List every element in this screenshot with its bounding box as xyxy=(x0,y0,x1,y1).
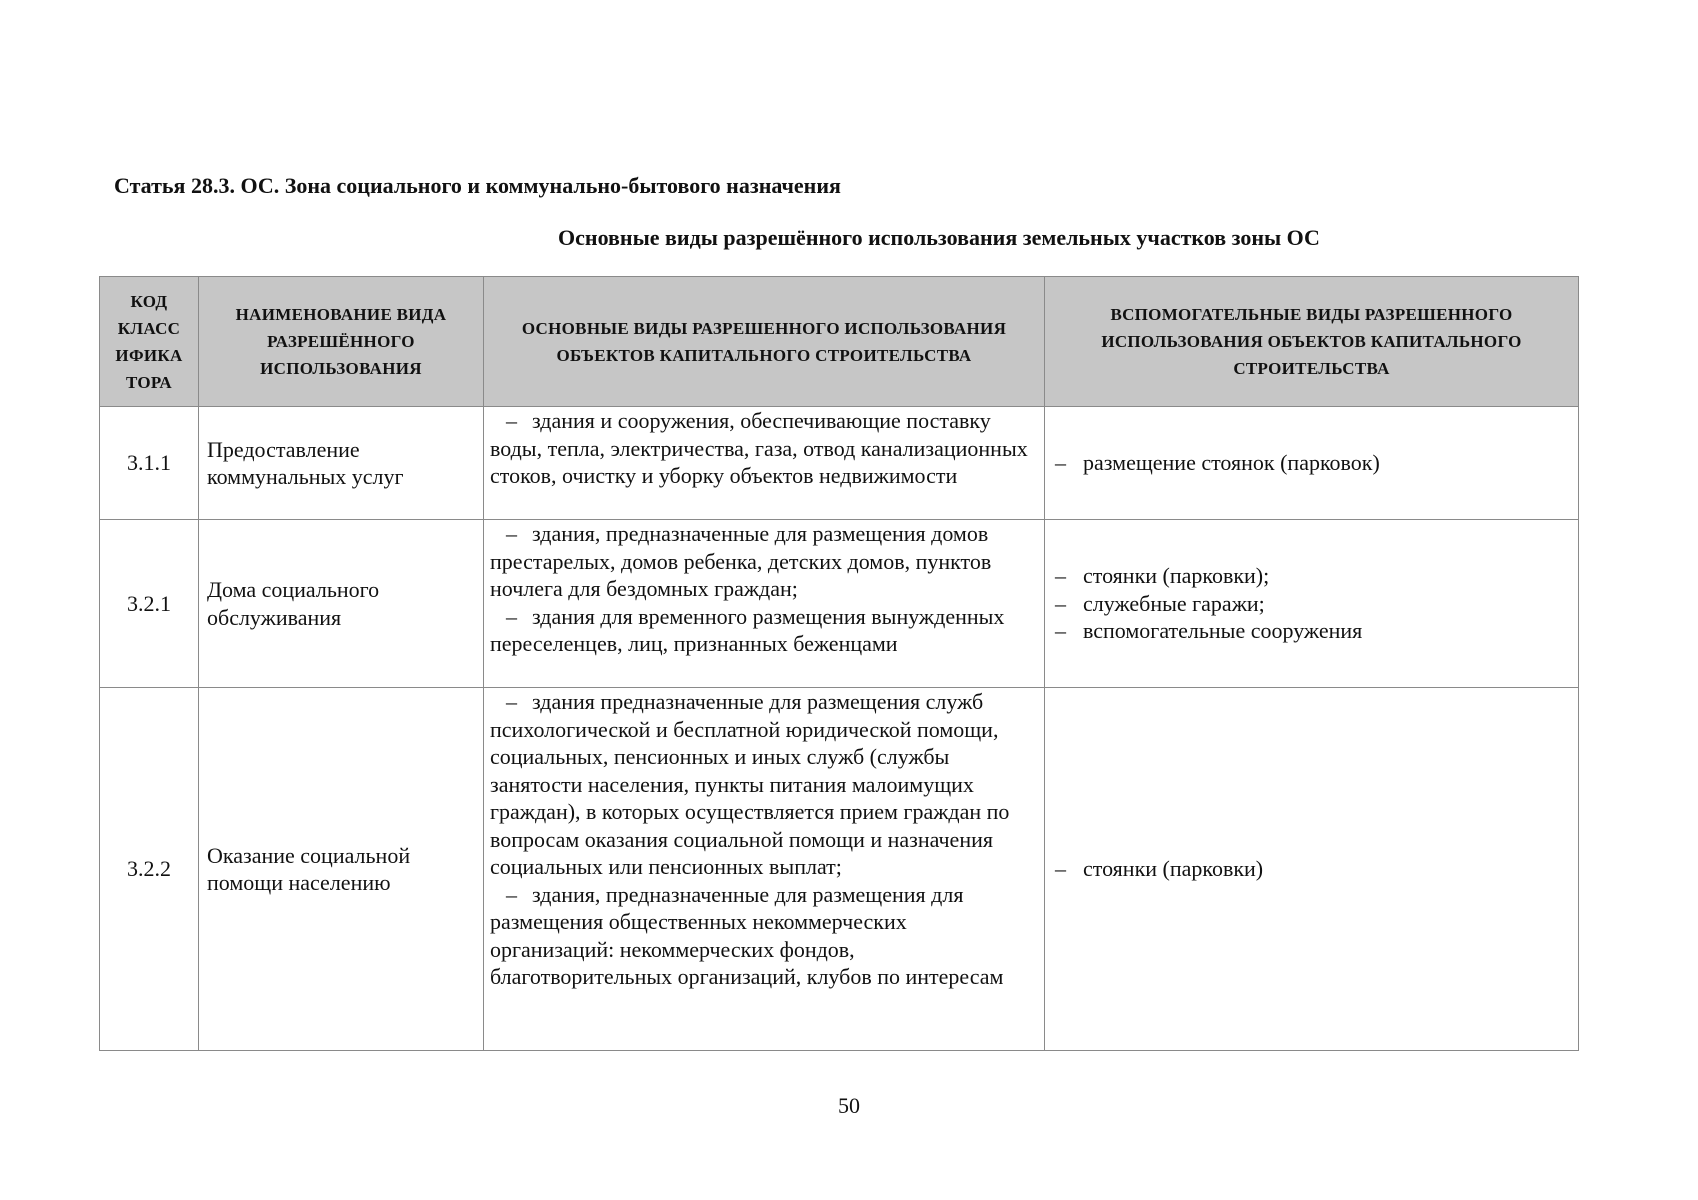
aux-uses-cell xyxy=(1045,520,1579,688)
header-main-line: ОБЪЕКТОВ КАПИТАЛЬНОГО СТРОИТЕЛЬСТВА xyxy=(556,345,972,365)
aux-use-text: размещение стоянок (парковок) xyxy=(1083,450,1380,476)
header-code-line: ТОРА xyxy=(125,372,173,392)
name-cell: Дома социального обслуживания xyxy=(199,520,484,688)
header-name-line: ИСПОЛЬЗОВАНИЯ xyxy=(260,359,422,378)
name-cell: Оказание социальной помощи населению xyxy=(199,688,484,1051)
header-aux-line: ИСПОЛЬЗОВАНИЯ ОБЪЕКТОВ КАПИТАЛЬНОГО xyxy=(1101,332,1522,351)
main-use-text: здания предназначенные для размещения служб психологической и бесплатной юридической помощи, социальных, пенсионных и иных служб (службы занятости населения, пункты питания малоимущих граждан), в которых осуществляется прием граждан по вопросам оказания социальной помощи и назначения социальных или пенсионных выплат; xyxy=(490,689,1010,879)
code-cell: 3.2.2 xyxy=(100,688,199,1051)
aux-use-item xyxy=(1055,449,1570,477)
aux-uses-cell xyxy=(1045,688,1579,1051)
dash-marker: – xyxy=(1055,590,1066,616)
header-code-line: ИФИКА xyxy=(115,345,183,365)
dash-marker: – xyxy=(506,603,517,629)
table-header-row xyxy=(100,277,1579,407)
aux-use-item xyxy=(1055,855,1570,883)
dash-marker: – xyxy=(506,521,517,546)
header-name xyxy=(199,277,484,407)
aux-use-item xyxy=(1055,617,1570,645)
main-uses-cell xyxy=(484,520,1045,688)
table-row xyxy=(100,688,1579,1051)
article-title: Статья 28.3. ОС. Зона социального и коммунально-бытового назначения xyxy=(114,173,841,198)
aux-use-text: стоянки (парковки) xyxy=(1083,856,1264,882)
header-aux-line: ВСПОМОГАТЕЛЬНЫЕ ВИДЫ РАЗРЕШЕННОГО xyxy=(1110,305,1513,324)
dash-marker: – xyxy=(506,408,517,433)
header-aux-uses xyxy=(1045,277,1579,407)
dash-marker: – xyxy=(506,881,517,907)
table-row xyxy=(100,407,1579,520)
code-cell: 3.2.1 xyxy=(100,520,199,688)
header-code xyxy=(100,277,199,407)
dash-marker: – xyxy=(1055,856,1066,882)
header-name-line: НАИМЕНОВАНИЕ ВИДА xyxy=(235,305,447,324)
aux-use-item xyxy=(1055,562,1570,590)
permitted-use-table xyxy=(99,276,1579,1051)
main-use-text: здания для временного размещения вынужденных переселенцев, лиц, признанных беженцами xyxy=(490,603,1005,656)
header-code-line: КЛАСС xyxy=(117,318,181,338)
main-use-item xyxy=(490,688,1036,881)
header-main-uses xyxy=(484,277,1045,407)
main-use-item xyxy=(490,520,1036,603)
main-use-item xyxy=(490,881,1036,991)
header-name-line: РАЗРЕШЁННОГО xyxy=(267,332,415,351)
main-uses-cell xyxy=(484,407,1045,520)
main-uses-cell xyxy=(484,688,1045,1051)
aux-use-text: вспомогательные сооружения xyxy=(1083,618,1363,644)
aux-uses-cell xyxy=(1045,407,1579,520)
main-use-item xyxy=(490,407,1036,490)
main-use-text: здания и сооружения, обеспечивающие поставку воды, тепла, электричества, газа, отвод канализационных стоков, очистку и уборку объектов недвижимости xyxy=(490,408,1028,488)
main-use-text: здания, предназначенные для размещения домов престарелых, домов ребенка, детских домов, пунктов ночлега для бездомных граждан; xyxy=(490,521,992,601)
header-aux-line: СТРОИТЕЛЬСТВА xyxy=(1233,359,1390,378)
table-row xyxy=(100,520,1579,688)
header-code-line: КОД xyxy=(130,291,168,311)
dash-marker: – xyxy=(1055,450,1066,476)
page-number: 50 xyxy=(838,1093,860,1118)
main-use-item xyxy=(490,603,1036,658)
code-cell: 3.1.1 xyxy=(100,407,199,520)
name-cell: Предоставление коммунальных услуг xyxy=(199,407,484,520)
dash-marker: – xyxy=(1055,563,1066,589)
dash-marker: – xyxy=(1055,618,1066,644)
aux-use-text: стоянки (парковки); xyxy=(1083,563,1270,589)
main-use-text: здания, предназначенные для размещения для размещения общественных некоммерческих организаций: некоммерческих фондов, благотворительных организаций, клубов по интересам xyxy=(490,881,1004,989)
aux-use-item xyxy=(1055,590,1570,618)
header-main-line: ОСНОВНЫЕ ВИДЫ РАЗРЕШЕННОГО ИСПОЛЬЗОВАНИЯ xyxy=(521,318,1007,338)
dash-marker: – xyxy=(506,689,517,714)
table-caption: Основные виды разрешённого использования земельных участков зоны ОС xyxy=(558,225,1320,250)
aux-use-text: служебные гаражи; xyxy=(1083,590,1265,616)
